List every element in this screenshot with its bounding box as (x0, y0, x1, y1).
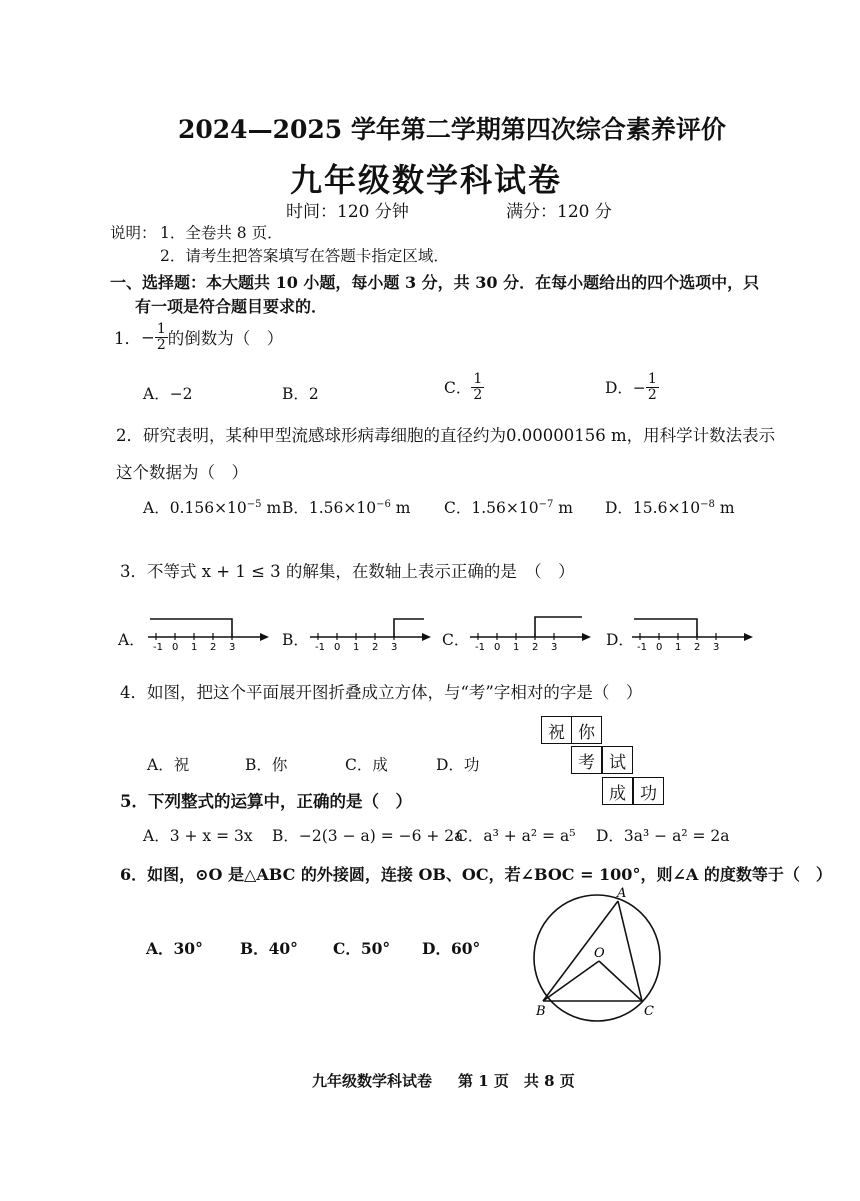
q1-option-b: B．2 (282, 385, 319, 403)
section-1-heading: 一、选择题：本大题共 10 小题，每小题 3 分，共 30 分．在每小题给出的四个选项中，只 (110, 273, 760, 292)
q2-d-exp: −8 (700, 498, 715, 510)
q2-d-base: D．15.6×10 (605, 499, 701, 517)
point-a-label: A (617, 886, 627, 901)
q1-sign: − (141, 327, 155, 347)
q5-option-c: C．a³ + a² = a⁵ (456, 827, 576, 845)
cube-net-cell-1: 祝 (541, 716, 572, 744)
q3-d-tick-label: 1 (675, 642, 682, 653)
q1-option-c-fraction (471, 372, 484, 402)
q2-d-unit: m (714, 499, 735, 517)
q3-c-arrow (582, 633, 591, 641)
q3-b-solution (394, 619, 424, 637)
segment-oc (599, 961, 642, 1001)
q2-c-unit: m (553, 499, 573, 517)
exam-time: 时间：120 分钟 (286, 202, 409, 222)
q1-fraction (155, 322, 168, 352)
q5-option-b: B．−2(3 − a) = −6 + 2a (272, 827, 464, 845)
q6-option-c: C．50° (333, 939, 391, 958)
cube-net-cell-5: 成 (602, 777, 633, 805)
q1-option-d-fraction (646, 372, 659, 402)
q2-line-2: 这个数据为（ ） (116, 463, 248, 482)
q2-b-exp: −6 (376, 498, 391, 510)
q2-a-base: A．0.156×10 (143, 499, 247, 517)
q3-b-tick-label: 1 (353, 642, 360, 653)
q3-d-tick-label: -1 (637, 642, 647, 653)
q2-a-unit: m (261, 499, 282, 517)
q3-d-solution (634, 619, 697, 637)
q3-option-b-label: B． (282, 631, 309, 649)
q3-b-tick-label: -1 (315, 642, 325, 653)
footer-page: 第 1 页 共 8 页 (458, 1072, 575, 1090)
q6-option-b: B．40° (240, 939, 298, 958)
q3-a-tick-label: 3 (229, 642, 236, 653)
q2-c-exp: −7 (538, 498, 554, 510)
q3-c-tick-label: 3 (551, 642, 558, 653)
q2-line-1: 2．研究表明，某种甲型流感球形病毒细胞的直径约为0.00000156 m，用科学计数法表示 (116, 426, 776, 445)
q1-fraction-den: 2 (156, 336, 166, 353)
cube-net-cell-3: 考 (571, 746, 602, 774)
q2-option-d (605, 496, 735, 518)
q3-a-tick-label: -1 (153, 642, 163, 653)
q3-c-tick-label: -1 (475, 642, 485, 653)
note-1: 1．全卷共 8 页． (160, 224, 283, 242)
q4-option-a: A．祝 (147, 756, 190, 774)
q3-option-d-label: D． (606, 631, 634, 649)
q3-d-tick-label: 3 (713, 642, 720, 653)
q5-text: 5．下列整式的运算中，正确的是（ ） (120, 792, 412, 811)
q1-number: 1． (114, 329, 141, 349)
point-o-label: O (594, 946, 605, 961)
q3-a-solution (150, 619, 232, 637)
q3-b-tick-label: 3 (391, 642, 398, 653)
q3-d-arrow (744, 633, 753, 641)
segment-ab (543, 901, 618, 1001)
q4-option-b: B．你 (245, 756, 288, 774)
q1-d-den: 2 (647, 386, 657, 403)
q6-option-d: D．60° (422, 939, 481, 958)
note-2: 2．请考生把答案填写在答题卡指定区域． (160, 247, 449, 265)
q3-b-tick-label: 0 (334, 642, 341, 653)
q1-text: 的倒数为（ ） (167, 329, 284, 349)
question-1 (114, 322, 283, 352)
cube-net-cell-2: 你 (571, 716, 602, 744)
q1-d-num: 1 (647, 371, 657, 387)
q3-a-tick-label: 0 (172, 642, 179, 653)
section-1-heading-cont: 有一项是符合题目要求的． (135, 297, 328, 316)
exam-title: 2024—2025 学年第二学期第四次综合素养评价 (178, 115, 726, 144)
q2-b-base: B．1.56×10 (282, 499, 377, 517)
q3-c-tick-label: 2 (532, 642, 539, 653)
q1-option-d (605, 372, 659, 402)
q6-option-a: A．30° (146, 939, 203, 958)
q4-option-d: D．功 (436, 756, 480, 774)
q3-number-lines (0, 600, 860, 660)
point-c-label: C (644, 1004, 654, 1019)
q3-option-a-label: A． (118, 631, 145, 649)
q2-a-exp: −5 (246, 498, 262, 510)
q1-c-den: 2 (473, 386, 483, 403)
q1-option-a: A．−2 (143, 385, 193, 403)
exam-subtitle: 九年级数学科试卷 (290, 161, 563, 199)
q2-option-a (143, 496, 281, 518)
q1-option-c (444, 372, 484, 402)
q3-a-arrow (260, 633, 269, 641)
q4-option-c: C．成 (345, 756, 388, 774)
q6-text: 6．如图，⊙O 是△ABC 的外接圆，连接 OB、OC，若∠BOC = 100°，则∠A 的度数等于（ ） (120, 865, 832, 884)
q3-d-tick-label: 0 (656, 642, 663, 653)
q2-b-unit: m (390, 499, 411, 517)
segment-ob (543, 961, 599, 1001)
q1-c-num: 1 (473, 371, 483, 387)
q3-c-tick-label: 1 (513, 642, 520, 653)
q3-c-solution (535, 617, 582, 637)
q5-option-a: A．3 + x = 3x (143, 827, 253, 845)
q3-b-arrow (422, 633, 431, 641)
q3-c-tick-label: 0 (494, 642, 501, 653)
q3-option-c-label: C． (442, 631, 470, 649)
segment-ac (618, 901, 642, 1001)
notes-label: 说明： (110, 224, 157, 242)
q3-a-tick-label: 1 (191, 642, 198, 653)
q1-fraction-num: 1 (156, 321, 166, 337)
q4-text: 4．如图，把这个平面展开图折叠成立方体，与“考”字相对的字是（ ） (120, 683, 643, 702)
q2-option-b (282, 496, 411, 518)
q3-d-tick-label: 2 (694, 642, 701, 653)
cube-net-cell-6: 功 (633, 777, 664, 805)
q3-b-tick-label: 2 (372, 642, 379, 653)
q1-option-d-label: D．− (605, 379, 646, 398)
q2-option-c (444, 496, 573, 518)
exam-score: 满分：120 分 (506, 202, 612, 222)
point-b-label: B (536, 1004, 546, 1019)
footer-name: 九年级数学科试卷 (312, 1072, 433, 1090)
q6-circle-diagram (520, 885, 680, 1025)
q2-c-base: C．1.56×10 (444, 499, 539, 517)
q5-option-d: D．3a³ − a² = 2a (596, 827, 730, 845)
q3-a-tick-label: 2 (210, 642, 217, 653)
q3-text: 3．不等式 x + 1 ≤ 3 的解集，在数轴上表示正确的是 （ ） (120, 562, 575, 581)
cube-net-cell-4: 试 (602, 746, 633, 774)
q1-option-c-label: C． (444, 379, 472, 398)
